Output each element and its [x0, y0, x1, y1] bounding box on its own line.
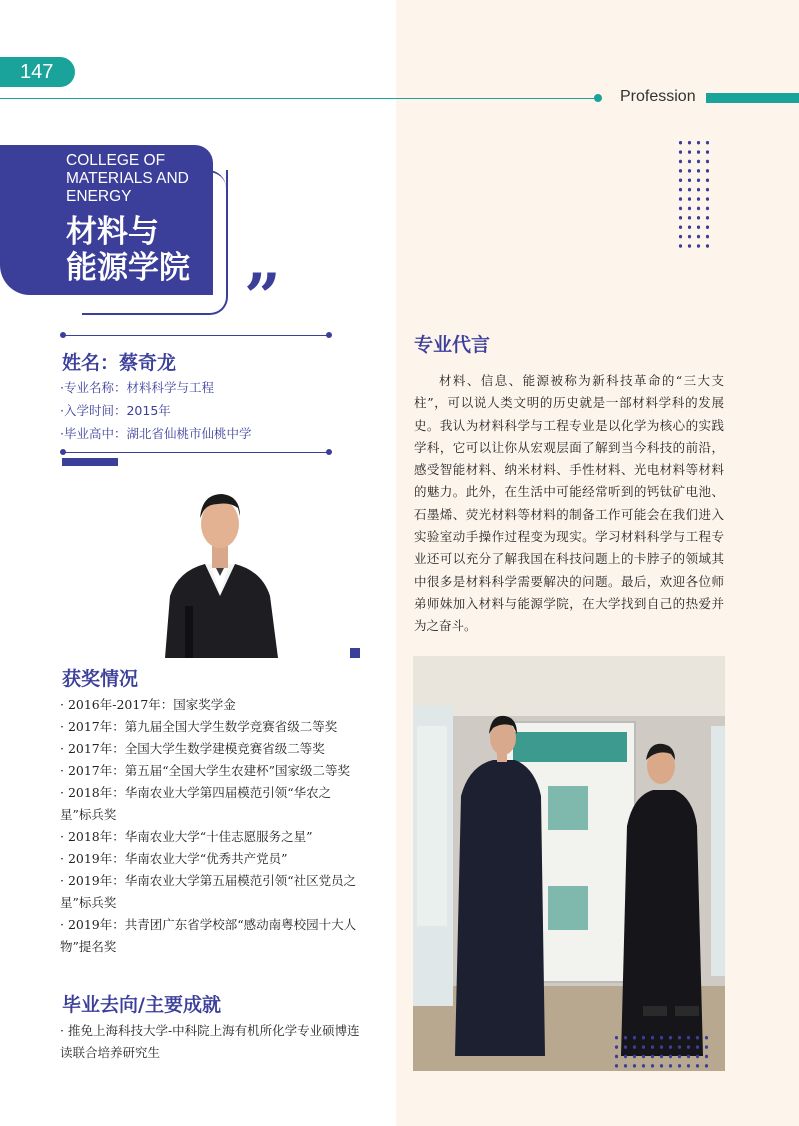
event-photo: [413, 656, 725, 1071]
speech-text: 材料、信息、能源被称为新科技革命的“三大支柱”，可以说人类文明的历史就是一部材料学科的发展史。我认为材料科学与工程专业是以化学为核心的实践学科，它可以让你从宏观层面了解到当今科技的前沿，感受智能材料、纳米材料、手性材料、光电材料等材料的魅力。此外，在生活中可能经常听到的钙钛矿电池、石墨烯、荧光材料等材料的制备工作可能会在我们进入实验室动手操作过程变为现实。学习材料科学与工程专业还可以充分了解我国在科技问题上的卡脖子的领域其中很多是材料科学需要解决的问题。最后，欢迎各位师弟师妹加入材料与能源学院，在大学找到自己的热爱并为之奋斗。: [414, 373, 724, 634]
awards-list: [60, 694, 360, 958]
high-school: ·毕业高中：湖北省仙桃市仙桃中学: [60, 426, 252, 441]
college-name-line1: 材料与: [66, 214, 159, 250]
rule-dot: [60, 449, 66, 455]
dot-grid-decoration: [676, 138, 712, 250]
graduation-title: 毕业去向/主要成就: [62, 994, 221, 1016]
award-item: · 2019年：华南农业大学“优秀共产党员”: [60, 851, 288, 866]
header-rule: [0, 98, 600, 99]
speech-title: 专业代言: [414, 334, 491, 356]
rule-dot: [326, 449, 332, 455]
section-name: Profession: [620, 88, 696, 105]
college-name-line2: 能源学院: [66, 250, 190, 286]
award-item: · 2017年：全国大学生数学建模竞赛省级二等奖: [60, 741, 325, 756]
award-item: · 2017年：第九届全国大学生数学竞赛省级二等奖: [60, 719, 338, 734]
graduation-text: · 推免上海科技大学-中科院上海有机所化学专业硕博连读联合培养研究生: [60, 1023, 360, 1060]
header-rule-dot: [594, 94, 602, 102]
award-item: · 2018年：华南农业大学第四届模范引领“华农之星”标兵奖: [60, 785, 332, 822]
award-item: · 2016年-2017年：国家奖学金: [60, 697, 236, 712]
major: ·专业名称：材料科学与工程: [60, 380, 214, 395]
award-item: · 2019年：共青团广东省学校部“感动南粤校园十大人物”提名奖: [60, 917, 357, 954]
header-accent-bar: [706, 93, 799, 103]
rule-dot: [60, 332, 66, 338]
student-name: 姓名：蔡奇龙: [62, 352, 177, 374]
awards-title: 获奖情况: [62, 668, 139, 690]
student-portrait: [160, 476, 280, 658]
profile-accent-bar: [62, 458, 118, 466]
entry-time: ·入学时间：2015年: [60, 403, 171, 418]
rule-dot: [326, 332, 332, 338]
dot-grid-decoration: [612, 1033, 712, 1071]
page-number: 147: [20, 61, 54, 83]
college-name-english: COLLEGE OF MATERIALS AND ENERGY: [66, 152, 189, 205]
college-name-chinese: [66, 214, 211, 286]
profile-bottom-rule: [62, 452, 330, 453]
award-item: · 2018年：华南农业大学“十佳志愿服务之星”: [60, 829, 313, 844]
profile-top-rule: [62, 335, 330, 336]
quote-mark-icon: ”: [244, 260, 281, 335]
award-item: · 2017年：第五届“全国大学生农建杯”国家级二等奖: [60, 763, 351, 778]
accent-square: [350, 648, 360, 658]
page-number-tab: [0, 57, 75, 87]
award-item: · 2019年：华南农业大学第五届模范引领“社区党员之星”标兵奖: [60, 873, 357, 910]
